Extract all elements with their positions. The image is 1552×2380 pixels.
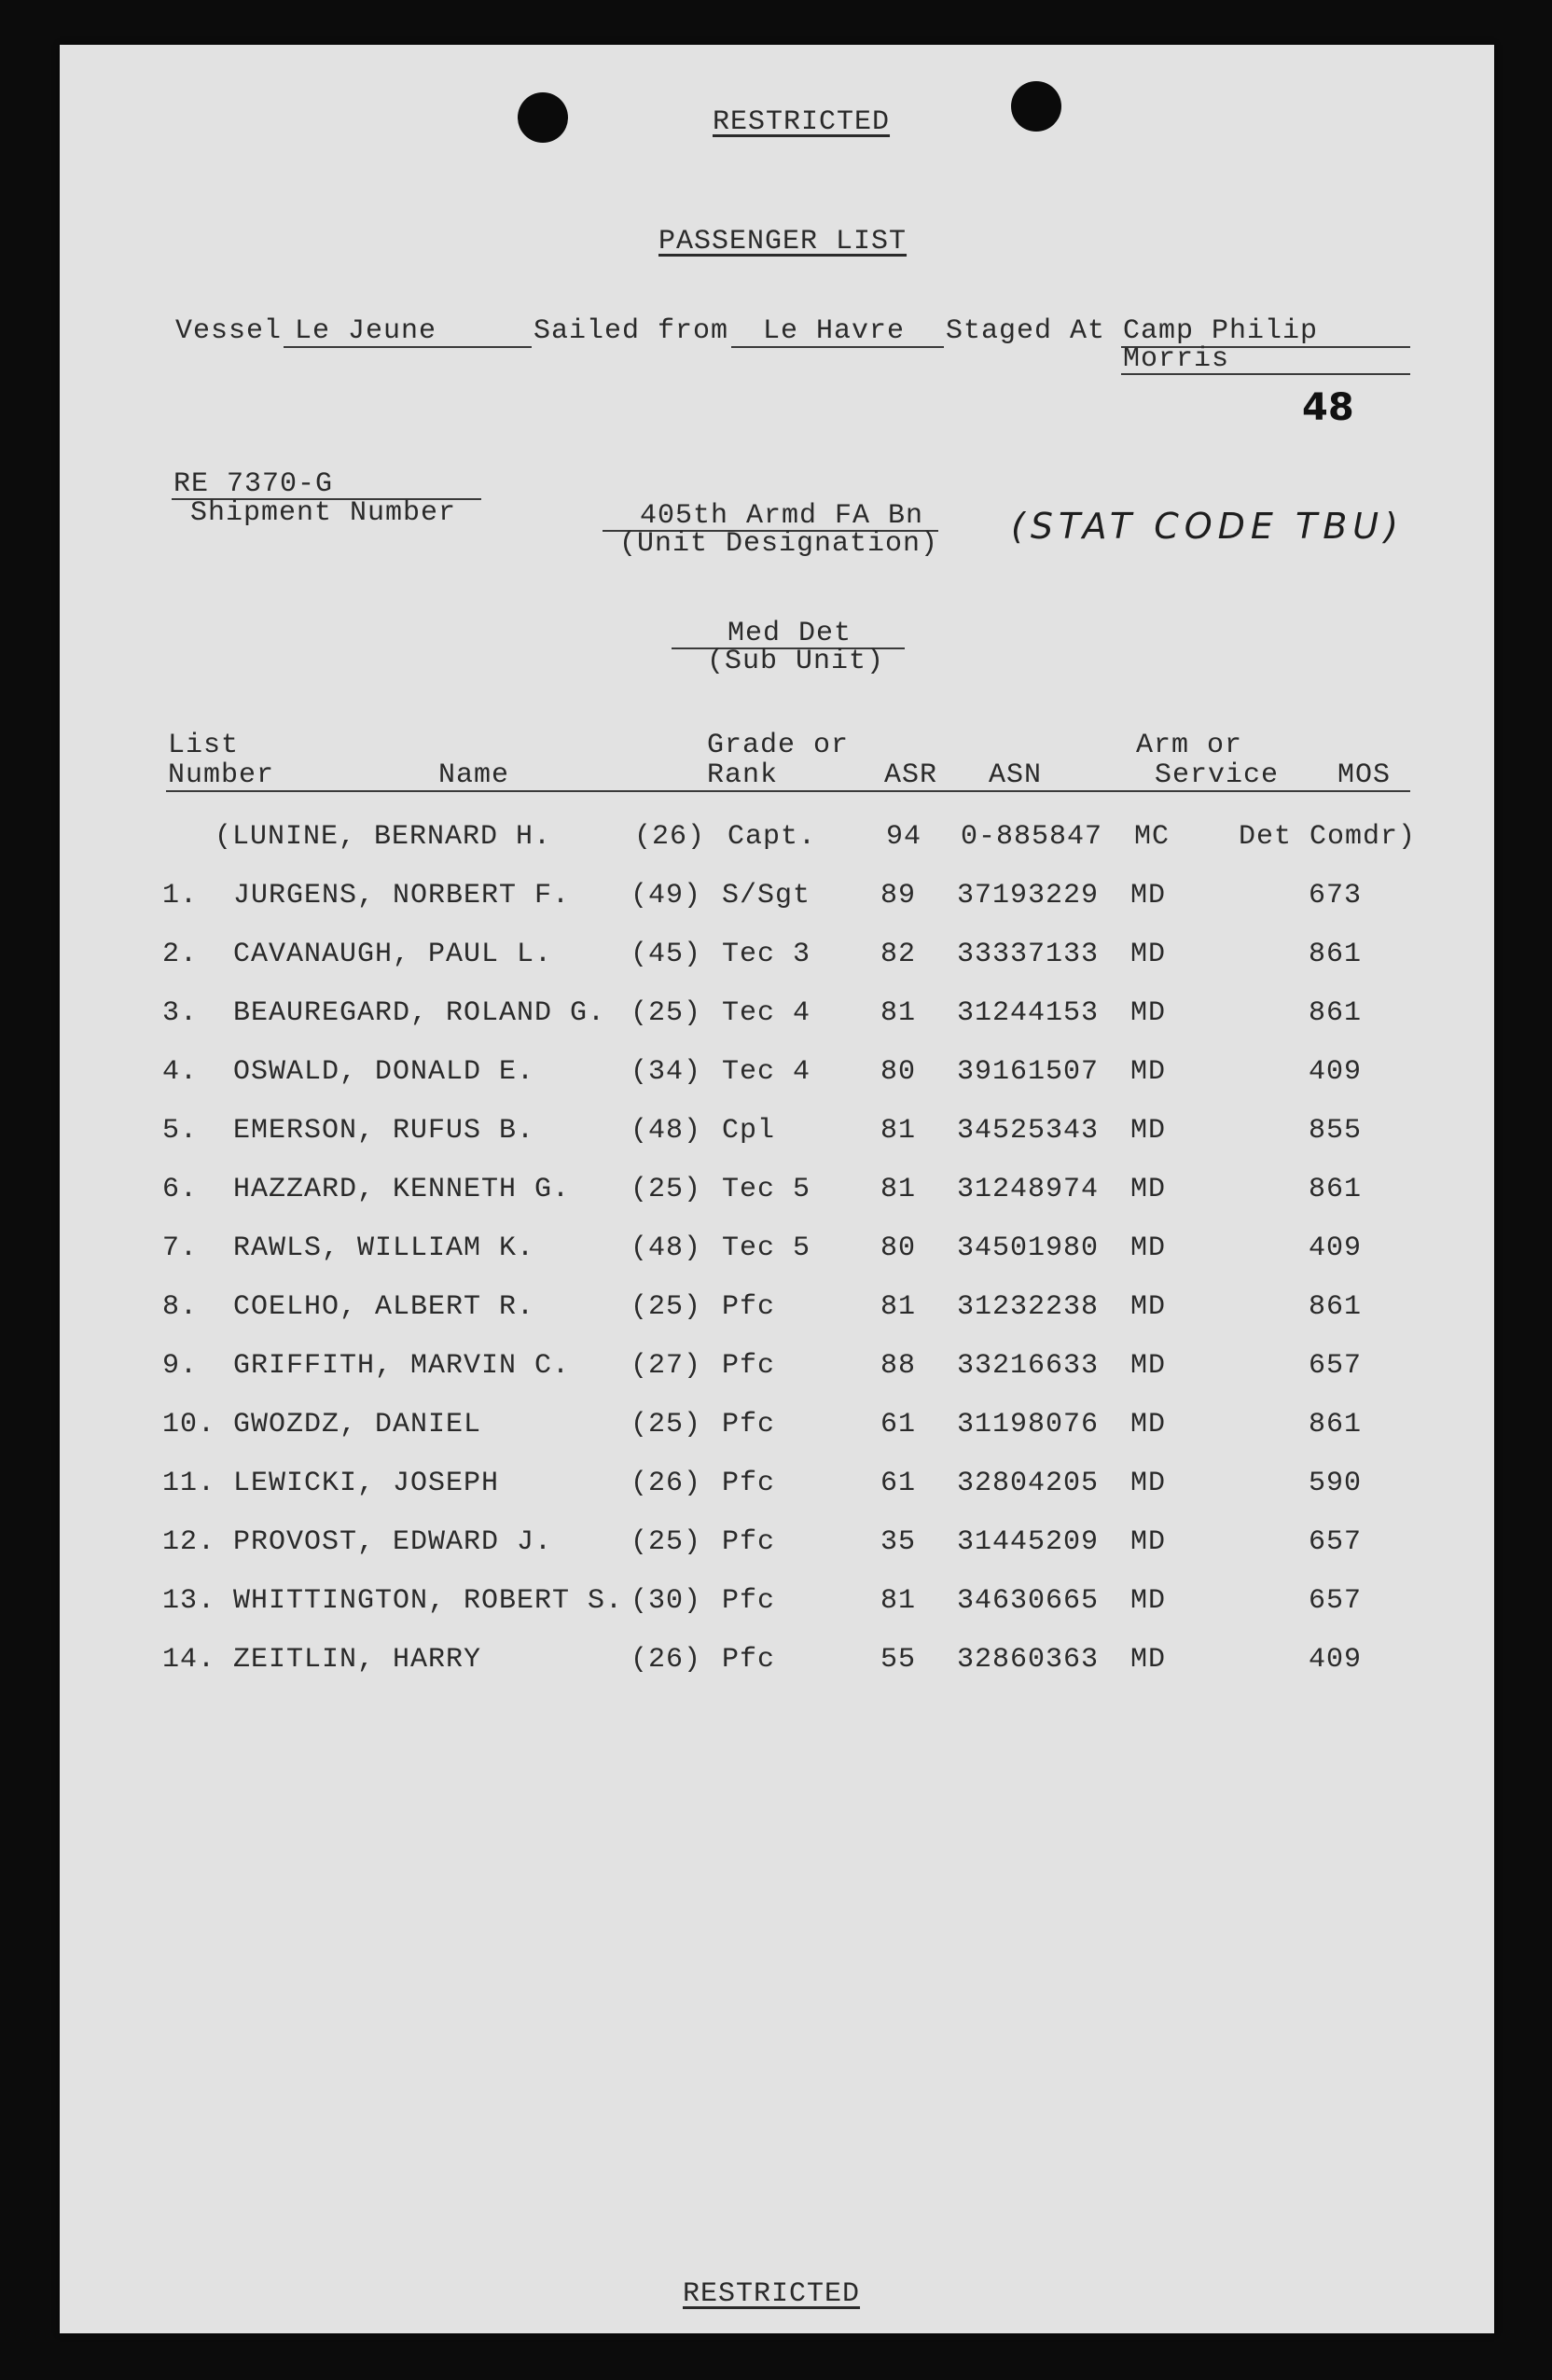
row-asn: 31198076 (957, 1409, 1100, 1441)
staged-value-2: Morris (1123, 343, 1230, 375)
row-asn: 32860363 (957, 1644, 1100, 1676)
row-asr: 88 (880, 1350, 917, 1382)
row-grade: Pfc (722, 1644, 776, 1676)
row-arm: MD (1130, 1644, 1167, 1676)
sub-unit: Med Det (728, 618, 852, 649)
row-grade: Cpl (722, 1115, 776, 1147)
sailed-value: Le Havre (763, 315, 906, 347)
row-mos: 861 (1308, 1291, 1362, 1323)
row-asr: 35 (880, 1526, 917, 1558)
row-arm: MD (1130, 1056, 1167, 1088)
row-grade: Pfc (722, 1585, 776, 1617)
row-name: COELHO, ALBERT R. (233, 1291, 535, 1323)
cmd-grade: Capt. (728, 821, 817, 853)
row-age: (45) (630, 939, 702, 970)
row-number: 4. (162, 1056, 199, 1088)
header-rule (166, 790, 1410, 792)
row-age: (25) (630, 1174, 702, 1205)
row-age: (49) (630, 880, 702, 912)
row-age: (25) (630, 997, 702, 1029)
vessel-value: Le Jeune (295, 315, 437, 347)
row-number: 9. (162, 1350, 199, 1382)
sailed-underline (731, 346, 944, 348)
row-asr: 80 (880, 1232, 917, 1264)
row-asn: 37193229 (957, 880, 1100, 912)
cmd-asr: 94 (886, 821, 922, 853)
row-mos: 861 (1308, 1409, 1362, 1441)
col-grade-1: Grade or (707, 730, 850, 761)
row-number: 14. (162, 1644, 216, 1676)
row-asr: 81 (880, 1115, 917, 1147)
row-age: (26) (630, 1468, 702, 1499)
staged-underline-2 (1121, 373, 1410, 375)
row-name: GWOZDZ, DANIEL (233, 1409, 482, 1441)
col-arm-2: Service (1155, 759, 1280, 791)
row-asn: 33216633 (957, 1350, 1100, 1382)
row-asn: 34501980 (957, 1232, 1100, 1264)
row-number: 5. (162, 1115, 199, 1147)
row-mos: 855 (1308, 1115, 1362, 1147)
row-mos: 861 (1308, 939, 1362, 970)
row-asn: 39161507 (957, 1056, 1100, 1088)
row-mos: 657 (1308, 1350, 1362, 1382)
row-grade: Tec 4 (722, 997, 811, 1029)
row-asn: 31232238 (957, 1291, 1100, 1323)
shipment-label: Shipment Number (190, 497, 457, 529)
row-mos: 673 (1308, 880, 1362, 912)
punch-hole-right (1011, 81, 1061, 132)
row-arm: MD (1130, 939, 1167, 970)
handwritten-stat-code: (STAT CODE TBU) (1011, 506, 1404, 547)
row-mos: 409 (1308, 1056, 1362, 1088)
row-grade: Tec 5 (722, 1174, 811, 1205)
unit-designation: 405th Armd FA Bn (640, 500, 924, 532)
vessel-underline (284, 346, 532, 348)
row-name: OSWALD, DONALD E. (233, 1056, 535, 1088)
row-asr: 55 (880, 1644, 917, 1676)
row-mos: 861 (1308, 997, 1362, 1029)
row-age: (34) (630, 1056, 702, 1088)
row-asn: 32804205 (957, 1468, 1100, 1499)
row-asn: 33337133 (957, 939, 1100, 970)
row-grade: Pfc (722, 1468, 776, 1499)
row-arm: MD (1130, 880, 1167, 912)
cmd-arm: MC (1134, 821, 1171, 853)
classification-bottom: RESTRICTED (683, 2278, 861, 2310)
row-arm: MD (1130, 1350, 1167, 1382)
punch-hole-left (518, 92, 568, 143)
row-asr: 82 (880, 939, 917, 970)
row-mos: 409 (1308, 1644, 1362, 1676)
row-asr: 61 (880, 1468, 917, 1499)
row-asr: 80 (880, 1056, 917, 1088)
col-mos: MOS (1337, 759, 1392, 791)
row-number: 10. (162, 1409, 216, 1441)
row-arm: MD (1130, 1468, 1167, 1499)
row-arm: MD (1130, 1115, 1167, 1147)
shipment-number: RE 7370-G (173, 468, 334, 500)
row-age: (25) (630, 1291, 702, 1323)
row-asn: 34525343 (957, 1115, 1100, 1147)
row-arm: MD (1130, 1409, 1167, 1441)
row-name: RAWLS, WILLIAM K. (233, 1232, 535, 1264)
page-number: 48 (1302, 386, 1354, 429)
col-asr: ASR (884, 759, 938, 791)
document-page (60, 45, 1494, 2333)
row-name: LEWICKI, JOSEPH (233, 1468, 500, 1499)
row-grade: Tec 5 (722, 1232, 811, 1264)
row-grade: Pfc (722, 1526, 776, 1558)
col-list-1: List (168, 730, 240, 761)
row-number: 3. (162, 997, 199, 1029)
row-name: PROVOST, EDWARD J. (233, 1526, 553, 1558)
vessel-label: Vessel (175, 315, 283, 347)
cmd-note: Det Comdr) (1239, 821, 1417, 853)
col-list-2: Number (168, 759, 275, 791)
row-number: 2. (162, 939, 199, 970)
sub-unit-label: (Sub Unit) (707, 646, 885, 677)
row-grade: Tec 4 (722, 1056, 811, 1088)
cmd-age: (26) (634, 821, 706, 853)
row-asr: 81 (880, 1291, 917, 1323)
row-name: BEAUREGARD, ROLAND G. (233, 997, 606, 1029)
sailed-label: Sailed from (534, 315, 729, 347)
cmd-name: (LUNINE, BERNARD H. (215, 821, 552, 853)
row-age: (48) (630, 1115, 702, 1147)
row-asn: 31445209 (957, 1526, 1100, 1558)
row-number: 11. (162, 1468, 216, 1499)
staged-value-1: Camp Philip (1123, 315, 1319, 347)
unit-label: (Unit Designation) (619, 528, 939, 560)
row-asn: 31248974 (957, 1174, 1100, 1205)
row-grade: Pfc (722, 1291, 776, 1323)
row-arm: MD (1130, 997, 1167, 1029)
col-arm-1: Arm or (1136, 730, 1243, 761)
row-name: HAZZARD, KENNETH G. (233, 1174, 571, 1205)
row-grade: S/Sgt (722, 880, 811, 912)
classification-top: RESTRICTED (713, 106, 891, 138)
cmd-asn: 0-885847 (961, 821, 1103, 853)
row-mos: 657 (1308, 1526, 1362, 1558)
col-name: Name (438, 759, 510, 791)
row-name: GRIFFITH, MARVIN C. (233, 1350, 571, 1382)
row-age: (26) (630, 1644, 702, 1676)
staged-label: Staged At (946, 315, 1106, 347)
row-number: 7. (162, 1232, 199, 1264)
row-arm: MD (1130, 1232, 1167, 1264)
row-number: 12. (162, 1526, 216, 1558)
row-age: (25) (630, 1526, 702, 1558)
row-asn: 34630665 (957, 1585, 1100, 1617)
row-mos: 861 (1308, 1174, 1362, 1205)
row-name: CAVANAUGH, PAUL L. (233, 939, 553, 970)
row-mos: 409 (1308, 1232, 1362, 1264)
row-age: (25) (630, 1409, 702, 1441)
row-number: 1. (162, 880, 199, 912)
row-asr: 81 (880, 1174, 917, 1205)
row-mos: 657 (1308, 1585, 1362, 1617)
row-asr: 81 (880, 997, 917, 1029)
row-asn: 31244153 (957, 997, 1100, 1029)
row-number: 13. (162, 1585, 216, 1617)
row-arm: MD (1130, 1291, 1167, 1323)
col-grade-2: Rank (707, 759, 779, 791)
row-grade: Tec 3 (722, 939, 811, 970)
row-number: 6. (162, 1174, 199, 1205)
row-asr: 61 (880, 1409, 917, 1441)
row-arm: MD (1130, 1174, 1167, 1205)
row-mos: 590 (1308, 1468, 1362, 1499)
row-number: 8. (162, 1291, 199, 1323)
row-grade: Pfc (722, 1409, 776, 1441)
row-grade: Pfc (722, 1350, 776, 1382)
row-name: ZEITLIN, HARRY (233, 1644, 482, 1676)
row-age: (27) (630, 1350, 702, 1382)
col-asn: ASN (989, 759, 1043, 791)
row-name: JURGENS, NORBERT F. (233, 880, 571, 912)
row-arm: MD (1130, 1526, 1167, 1558)
document-title: PASSENGER LIST (658, 226, 908, 257)
row-asr: 89 (880, 880, 917, 912)
row-asr: 81 (880, 1585, 917, 1617)
row-name: EMERSON, RUFUS B. (233, 1115, 535, 1147)
row-age: (30) (630, 1585, 702, 1617)
row-age: (48) (630, 1232, 702, 1264)
row-name: WHITTINGTON, ROBERT S. (233, 1585, 624, 1617)
row-arm: MD (1130, 1585, 1167, 1617)
